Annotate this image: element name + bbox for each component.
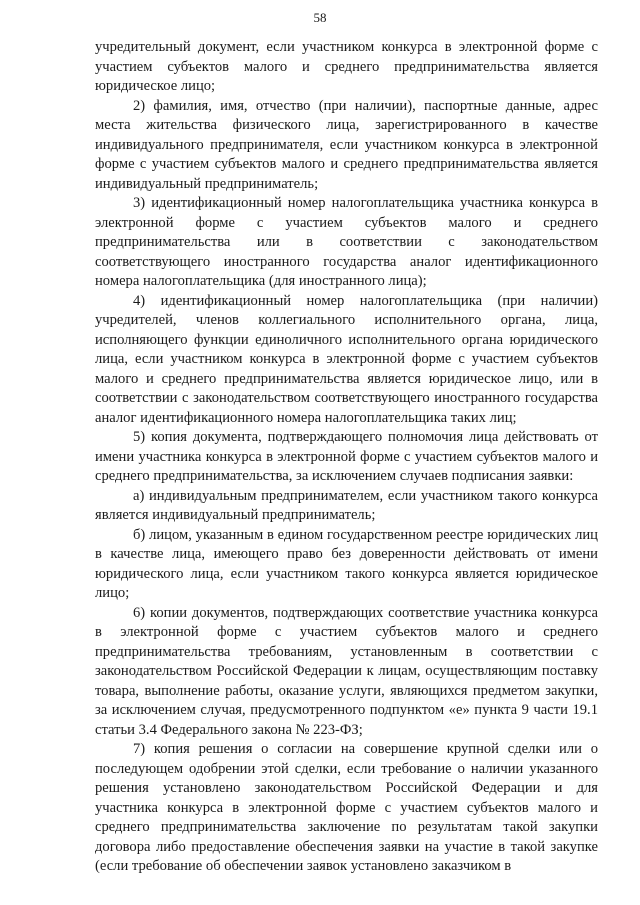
page-number: 58 xyxy=(313,10,327,25)
paragraph-item-4: 4) идентификационный номер налогоплательщика (при наличии) учредителей, членов коллегиального исполнительного органа, лица, исполняющего функции единоличного исполнительного органа юридического лица, если участником конкурса в электронной форме с участием субъектов малого и среднего предпринимательства является юридическое лицо, или в соответствии с законодательством соответствующего иностранного государства аналог идентификационного номера налогоплательщика таких лиц; xyxy=(95,292,598,426)
paragraph-continuation: учредительный документ, если участником конкурса в электронной форме с участием субъектов малого и среднего предпринимательства является юридическое лицо; xyxy=(95,39,598,94)
paragraph-subitem-b: б) лицом, указанным в едином государственном реестре юридических лиц в качестве лица, имеющего право без доверенности действовать от имени юридического лица, если участником такого конкурса является юридическое лицо; xyxy=(95,526,598,601)
document-body xyxy=(95,38,598,877)
paragraph-item-7: 7) копия решения о согласии на совершение крупной сделки или о последующем одобрении этой сделки, если требование о наличии указанного решения установлено законодательством Российской Федерации и для участника конкурса в электронной форме с участием субъектов малого и среднего предпринимательства заключение по результатам такой закупки договора либо предоставление обеспечения заявки на участие в такой закупке (если требование об обеспечении заявок установлено заказчиком в xyxy=(95,741,598,874)
paragraph-item-5: 5) копия документа, подтверждающего полномочия лица действовать от имени участника конкурса в электронной форме с участием субъектов малого и среднего предпринимательства, за исключением случаев подписания заявки: xyxy=(95,429,598,484)
paragraph-item-6: 6) копии документов, подтверждающих соответствие участника конкурса в электронной форме с участием субъектов малого и среднего предпринимательства требованиям, установленным в соответствии с законодательством Российской Федерации к лицам, осуществляющим поставку товара, выполнение работы, оказание услуги, являющихся предметом закупки, за исключением случая, предусмотренного подпунктом «е» пункта 9 части 19.1 статьи 3.4 Федерального закона № 223-ФЗ; xyxy=(95,604,598,738)
paragraph-item-3: 3) идентификационный номер налогоплательщика участника конкурса в электронной форме с участием субъектов малого и среднего предпринимательства или в соответствии с законодательством соответствующего иностранного государства аналог идентификационного номера налогоплательщика (для иностранного лица); xyxy=(95,195,598,289)
paragraph-item-2: 2) фамилия, имя, отчество (при наличии), паспортные данные, адрес места жительства физического лица, зарегистрированного в качестве индивидуального предпринимателя, если участником конкурса в электронной форме с участием субъектов малого и среднего предпринимательства является индивидуальный предприниматель; xyxy=(95,97,598,192)
paragraph-subitem-a: а) индивидуальным предпринимателем, если участником такого конкурса является индивидуальный предприниматель; xyxy=(95,487,598,523)
